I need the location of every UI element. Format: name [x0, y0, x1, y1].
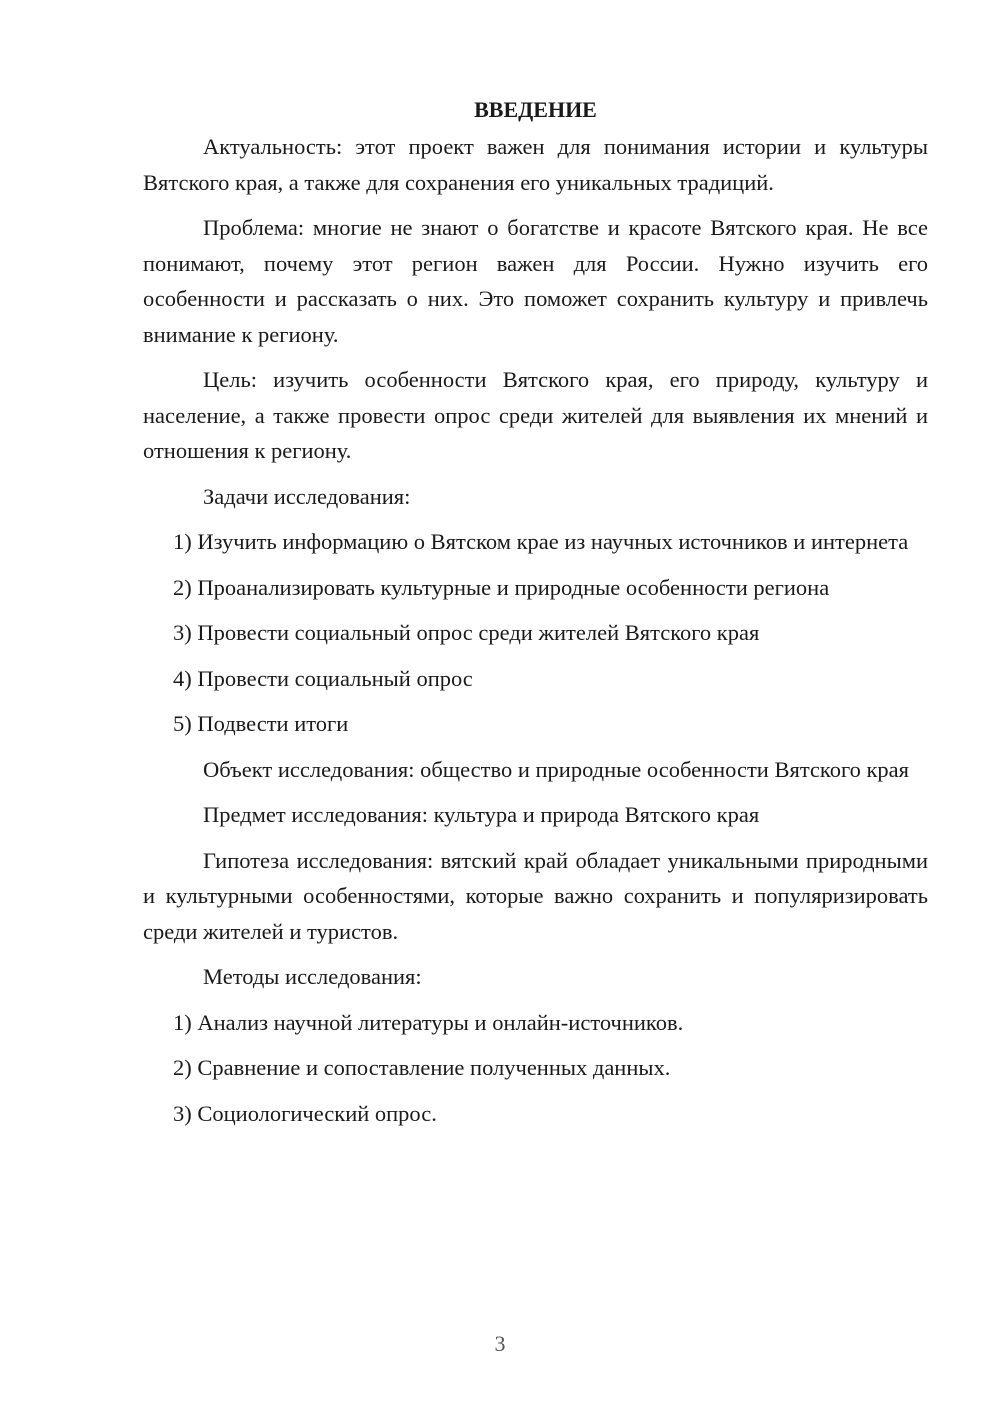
task-item-4: 4) Провести социальный опрос	[173, 665, 473, 691]
page-title: ВВЕДЕНИЕ	[474, 97, 597, 122]
methods-heading: Методы исследования:	[203, 964, 422, 989]
method-item-1: 1) Анализ научной литературы и онлайн-источников.	[173, 1009, 684, 1035]
page-number: 3	[494, 1331, 506, 1356]
method-item-3: 3) Социологический опрос.	[173, 1100, 437, 1126]
relevance-paragraph: Актуальность: этот проект важен для понимания истории и культуры Вятского края, а также для сохранения его уникальных традиций.	[143, 134, 928, 195]
task-item-5: 5) Подвести итоги	[173, 711, 349, 736]
goal-paragraph: Цель: изучить особенности Вятского края, его природу, культуру и население, а также провести опрос среди жителей для выявления их мнений и отношения к региону.	[143, 367, 928, 463]
task-item-3: 3) Провести социальный опрос среди жителей Вятского края	[173, 620, 760, 645]
hypothesis-paragraph: Гипотеза исследования: вятский край обладает уникальными природными и культурными особенностями, которые важно сохранить и популяризировать среди жителей и туристов.	[143, 847, 928, 944]
method-item-2: 2) Сравнение и сопоставление полученных данных.	[173, 1055, 671, 1080]
subject-paragraph: Предмет исследования: культура и природа Вятского края	[203, 802, 760, 827]
tasks-heading: Задачи исследования:	[203, 483, 411, 509]
document-page	[143, 92, 928, 1141]
task-item-1: 1) Изучить информацию о Вятском крае из научных источников и интернета	[173, 529, 909, 554]
object-paragraph: Объект исследования: общество и природные особенности Вятского края	[203, 756, 910, 782]
problem-paragraph: Проблема: многие не знают о богатстве и красоте Вятского края. Не все понимают, почему этот регион важен для России. Нужно изучить его особенности и рассказать о них. Это поможет сохранить культуру и привлечь внимание к региону.	[143, 215, 928, 347]
task-item-2: 2) Проанализировать культурные и природные особенности региона	[173, 574, 830, 600]
